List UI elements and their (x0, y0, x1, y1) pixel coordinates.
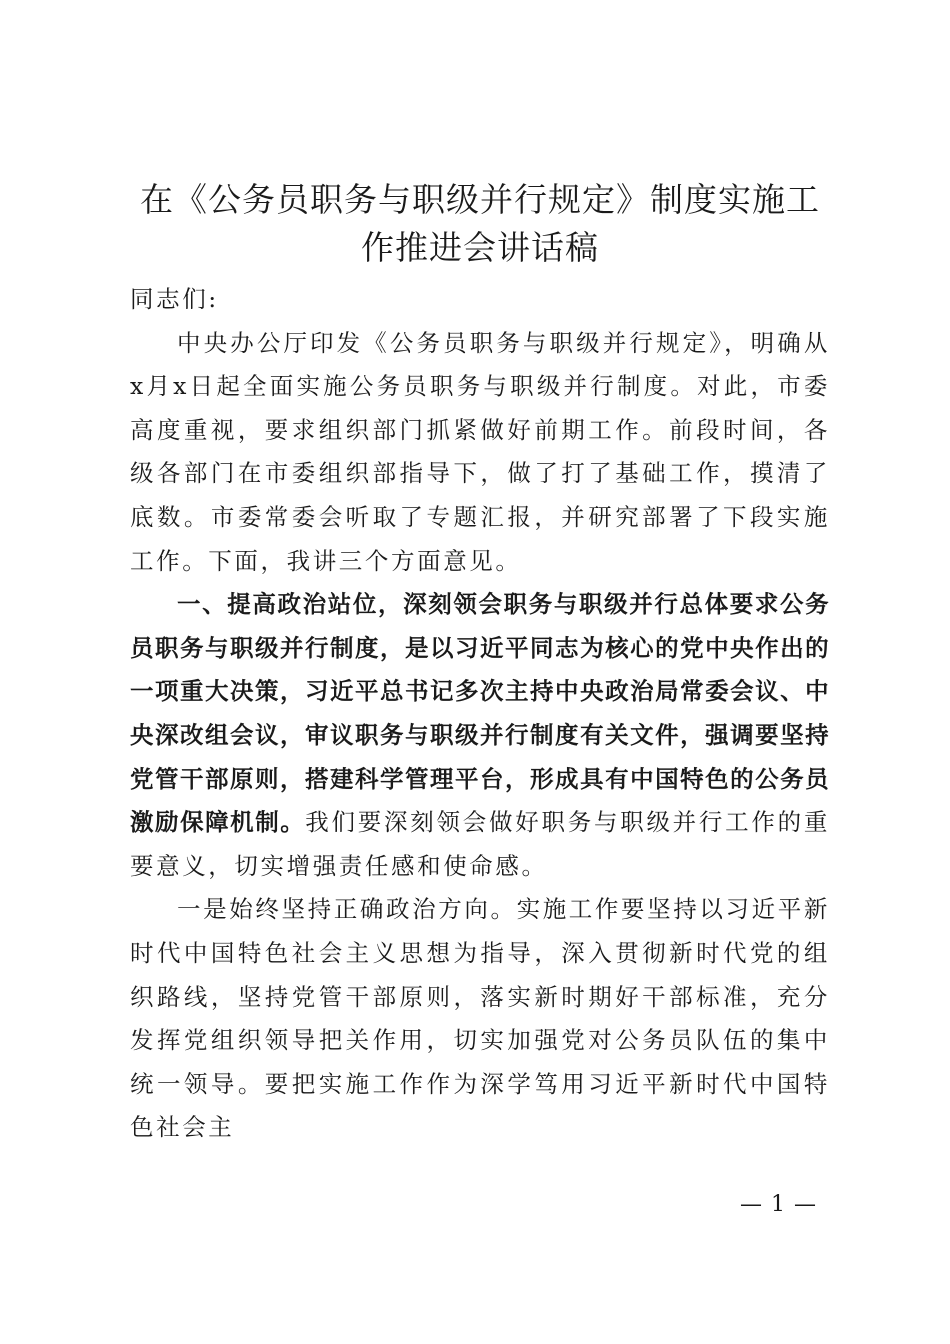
title-line-2: 作推进会讲话稿 (361, 228, 599, 267)
paragraph-point-one: 一是始终坚持正确政治方向。实施工作要坚持以习近平新时代中国特色社会主义思想为指导，深入贯彻新时代党的组织路线，坚持党管干部原则，落实新时期好干部标准，充分发挥党组织领导把关作用，切实加强党对公务员队伍的集中统一领导。要把实施工作作为深学笃用习近平新时代中国特色社会主 (130, 895, 830, 1142)
section-one-heading-bold: 一、提高政治站位，深刻领会职务与职级并行总体要求公务员职务与职级并行制度，是以习近平同志为核心的党中央作出的一项重大决策，习近平总书记多次主持中央政治局常委会议、中央深改组会议，审议职务与职级并行制度有关文件，强调要坚持党管干部原则，搭建科学管理平台，形成具有中国特色的公务员激励保障机制。 (130, 590, 830, 837)
page-number: — 1 — (740, 1192, 817, 1217)
section-one-text: 我们要深刻领会做好职务与职级并行工作的重要意义，切实增强责任感和使命感。 (130, 808, 830, 880)
document-title (120, 176, 840, 272)
document-body (130, 278, 830, 1150)
paragraph-intro: 中央办公厅印发《公务员职务与职级并行规定》，明确从x月x日起全面实施公务员职务与职级并行制度。对此，市委高度重视，要求组织部门抓紧做好前期工作。前段时间，各级各部门在市委组织部指导下，做了打了基础工作，摸清了底数。市委常委会听取了专题汇报，并研究部署了下段实施工作。下面，我讲三个方面意见。 (130, 328, 830, 575)
salutation: 同志们: (130, 285, 219, 313)
paragraph-section-one (130, 583, 830, 888)
title-line-1: 在《公务员职务与职级并行规定》制度实施工 (140, 180, 820, 219)
